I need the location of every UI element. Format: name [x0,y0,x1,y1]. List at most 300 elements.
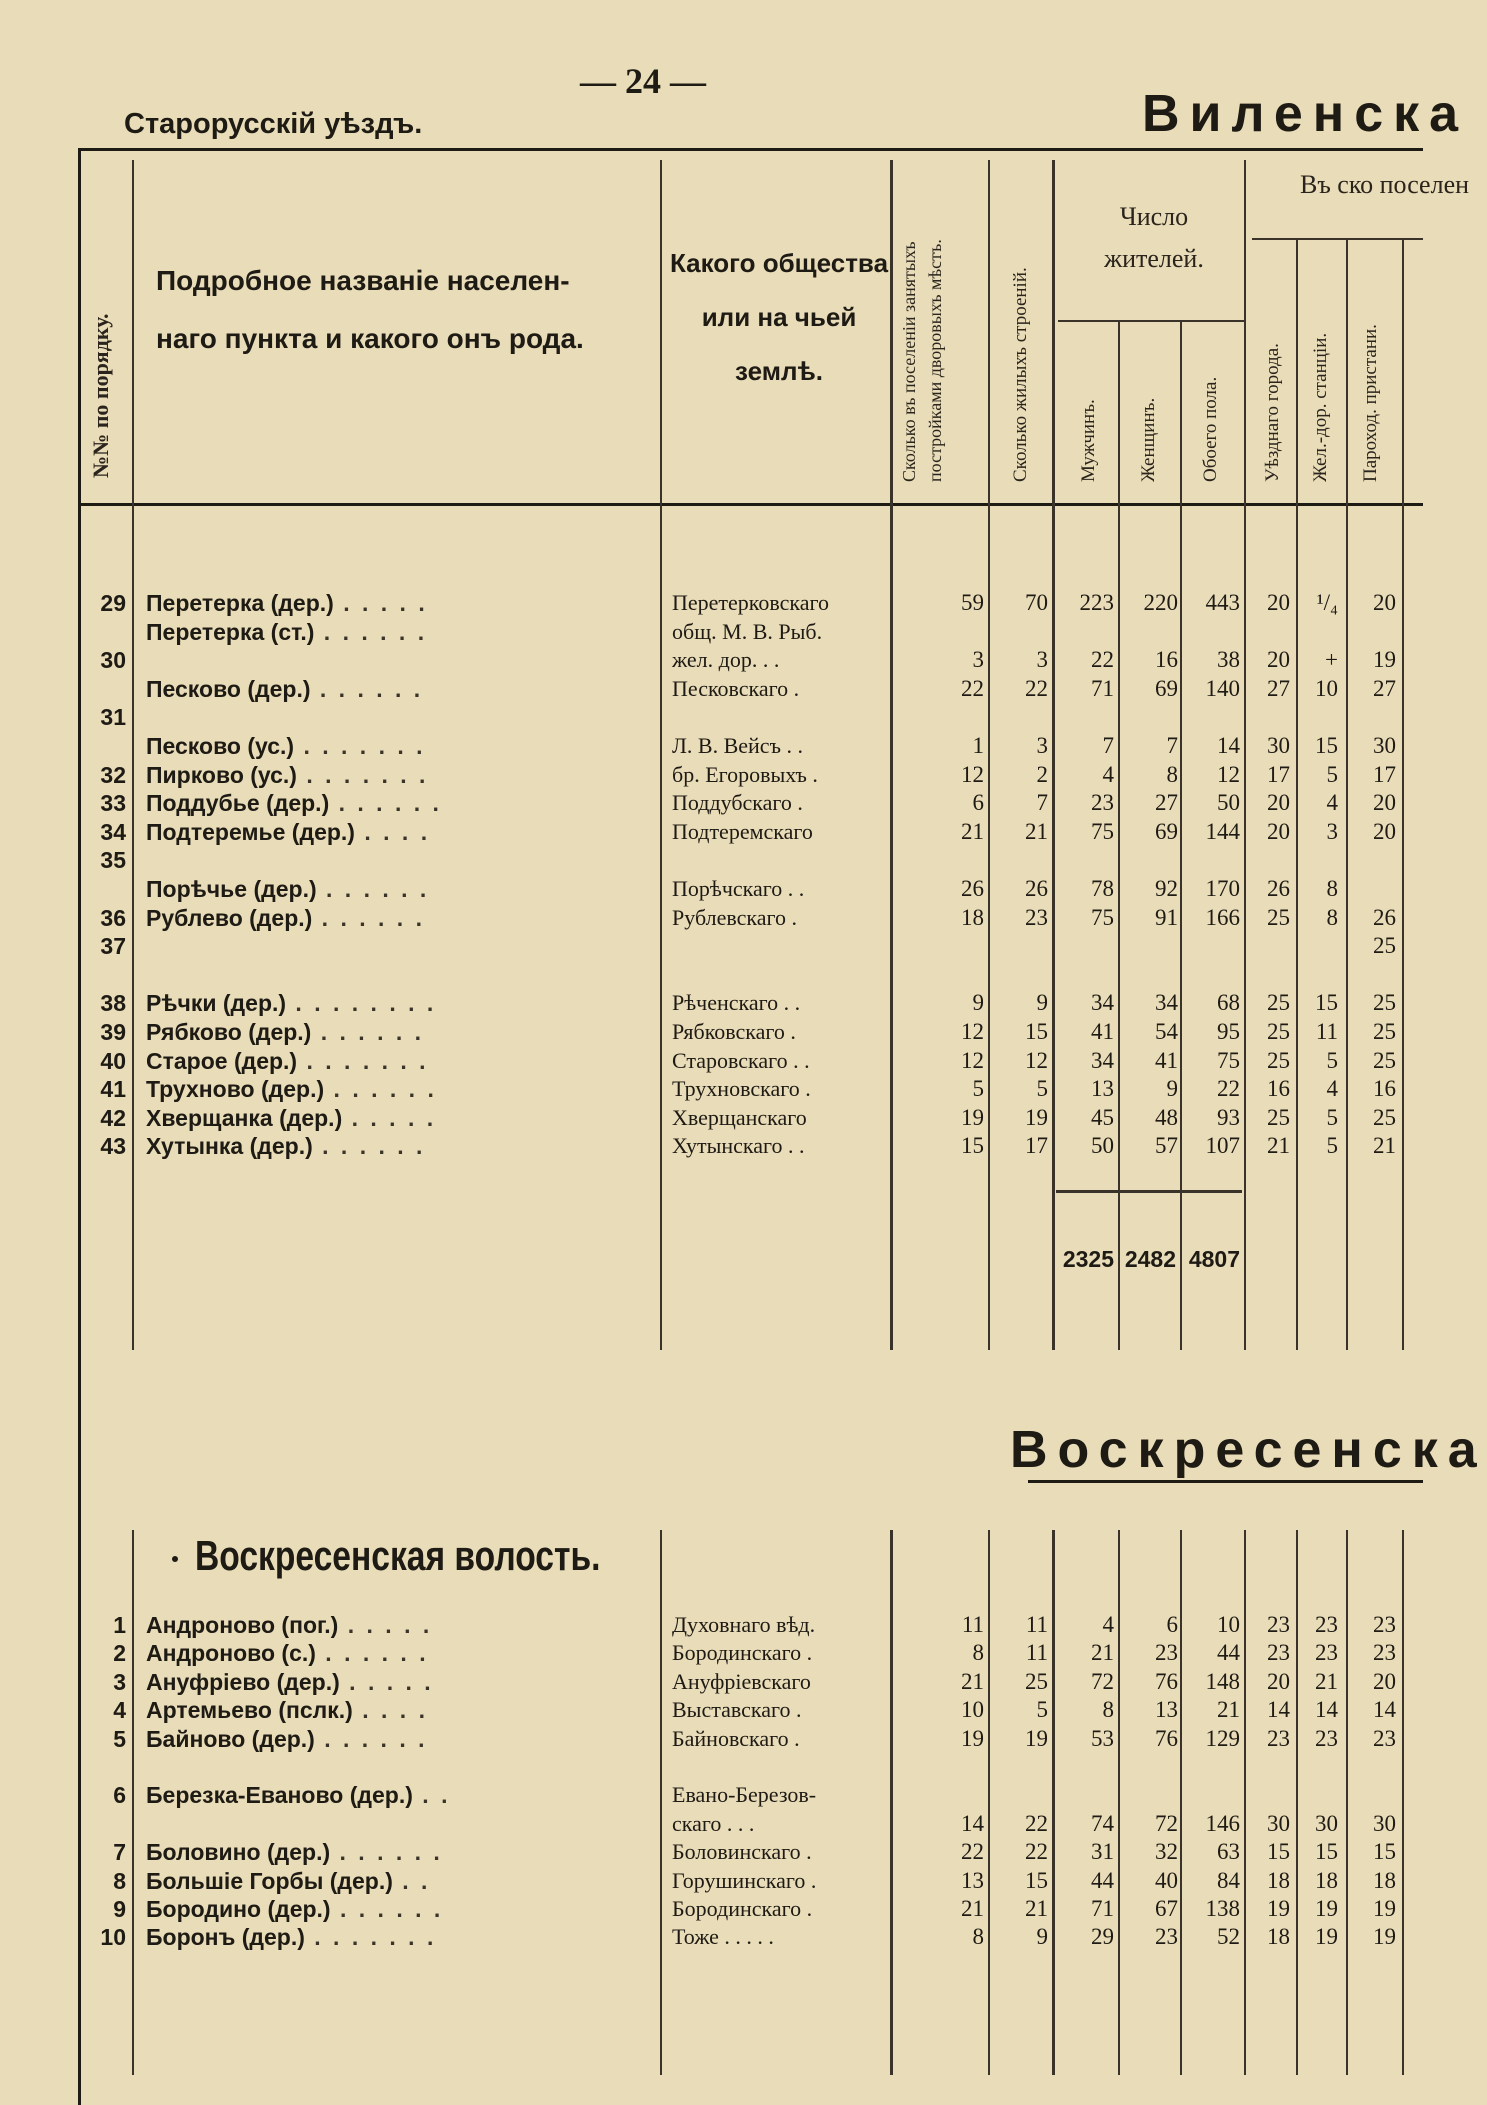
cell-value: 41 [1091,1019,1114,1044]
top-rule [78,148,1423,151]
cell-value: 23 [1315,1612,1338,1637]
cell-value: 23 [1267,1640,1290,1666]
leader-dots: . . . . . . . [304,1924,437,1951]
table-row [0,819,1423,847]
cell-value: 18 [1267,1867,1290,1893]
row-number: 33 [100,790,126,817]
cell-value: 18 [961,904,984,930]
owner-community: скаго . . . [672,1810,755,1836]
cell-value: 34 [1155,990,1178,1016]
owner-community: бр. Егоровыхъ . [672,761,818,787]
cell-value: 2 [1036,761,1048,787]
cell-value: 20 [1267,647,1290,673]
settlement-name [146,905,425,932]
table-row [0,876,1423,904]
cell-value: 76 [1155,1725,1178,1751]
row-number: 5 [113,1725,126,1752]
settlement-name [146,1076,437,1103]
cell-value: 50 [1091,1133,1114,1159]
cell-value: 23 [1155,1924,1178,1950]
table-row [0,1754,1423,1782]
row-number: 38 [100,990,126,1017]
leader-dots: . . . . . [339,1668,434,1695]
section2-title: Воскресенска [1010,1421,1487,1479]
cell-value: 72 [1155,1810,1178,1836]
cell-value: 19 [961,1725,984,1751]
total-both: 4807 [1188,1246,1240,1272]
cell-value: 19 [1025,1725,1048,1751]
leader-dots: . . . . . . [314,1725,428,1752]
cell-value: 25 [1025,1668,1048,1694]
cell-value: 19 [1315,1896,1338,1921]
cell-value: + [1325,647,1338,673]
row-number: 32 [100,761,126,788]
owner-community: Выставскаго . [672,1697,802,1723]
cell-value: 11 [961,1612,984,1637]
cell-value: 220 [1143,590,1178,615]
row-number: 6 [113,1782,126,1809]
row-number: 10 [100,1924,126,1951]
cell-value: 10 [1217,1612,1240,1637]
cell-value: 20 [1373,818,1396,844]
settlement-name [146,590,428,617]
cell-value: 27 [1267,675,1290,701]
cell-value: 70 [1025,590,1048,615]
row-number: 4 [113,1697,126,1724]
table-row [0,790,1423,818]
header-col-name-text: Подробное названіе населен- наго пункта и какого онъ рода. [156,265,584,354]
cell-value: ¹/₄ [1316,590,1338,615]
cell-value: 19 [1373,1924,1396,1950]
cell-value: 166 [1205,904,1240,930]
cell-value: 18 [1315,1867,1338,1893]
header-col-residents-text: Число жителей. [1104,202,1204,273]
leader-dots: . . . . . . [330,1839,443,1866]
leader-dots: . . . . . . [329,790,442,817]
settlement-name [146,676,423,703]
row-number: 7 [113,1839,126,1866]
owner-community: Трухновскаго . [672,1076,811,1102]
header-col-owner-text: Какого общества или на чьей землѣ. [669,248,889,386]
cell-value: 71 [1091,1896,1114,1921]
cell-value: 59 [961,590,984,615]
header-col-residents [1068,196,1240,280]
settlement-name-text: Рублево (дер.) [146,904,313,931]
cell-value: 15 [1025,1867,1048,1893]
owner-community: Поддубскаго . [672,790,803,816]
leader-dots: . . . . . . . [297,1047,429,1074]
settlement-name-text: Рѣчки (дер.) [146,990,287,1017]
cell-value: 12 [961,761,984,787]
cell-value: 20 [1267,590,1290,615]
table-row [0,676,1423,704]
owner-community: Бородинскаго . [672,1640,813,1666]
table-row [0,1839,1423,1867]
cell-value: 8 [972,1924,984,1950]
cell-value: 50 [1217,790,1240,816]
cell-value: 26 [1267,876,1290,901]
cell-value: 5 [1326,1133,1338,1159]
cell-value: 18 [1373,1867,1396,1893]
cell-value: 14 [1217,733,1240,758]
cell-value: 17 [1025,1133,1048,1159]
settlement-name-text: Трухново (дер.) [146,1076,325,1103]
settlement-name [146,1048,429,1075]
cell-value: 21 [961,1668,984,1694]
leader-dots: . . . . [352,1697,428,1724]
row-number: 1 [113,1612,126,1638]
settlement-name-text: Березка-Еваново (дер.) [146,1782,413,1809]
cell-value: 71 [1091,675,1114,701]
settlement-name-text: Перетерка (дер.) [146,590,334,616]
cell-value: 21 [961,1896,984,1921]
cell-value: 3 [972,647,984,673]
table-row [0,1811,1423,1839]
cell-value: 72 [1091,1668,1114,1694]
cell-value: 15 [1267,1839,1290,1865]
cell-value: 75 [1091,904,1114,930]
header-col-pier: Пароход. пристани. [1360,324,1381,482]
leader-dots: . . . . . . [314,618,428,645]
row-number: 35 [100,847,126,874]
table-row [0,1782,1423,1810]
cell-value: 76 [1155,1668,1178,1694]
cell-value: 44 [1217,1640,1240,1666]
table-row [0,1726,1423,1754]
total-men: 2325 [1062,1246,1114,1272]
cell-value: 32 [1155,1839,1178,1865]
cell-value: 29 [1091,1924,1114,1950]
settlement-name-text: Поддубье (дер.) [146,790,330,817]
row-number: 3 [113,1668,126,1695]
cell-value: 7 [1036,790,1048,816]
cell-value: 12 [961,1047,984,1073]
settlement-name [146,1839,443,1866]
header-col-buildings: Сколько жилыхъ строеній. [1010,267,1031,482]
cell-value: 12 [1025,1047,1048,1073]
cell-value: 13 [1155,1697,1178,1723]
cell-value: 170 [1205,876,1240,901]
cell-value: 15 [1373,1839,1396,1865]
section2-rule [1028,1480,1423,1483]
leader-dots: . . . . . . [312,904,425,931]
cell-value: 11 [1025,1612,1048,1637]
leader-dots: . . . . . . [330,1896,444,1922]
settlement-name [146,876,429,903]
cell-value: 22 [1217,1076,1240,1102]
settlement-name [146,1019,424,1046]
cell-value: 3 [1036,647,1048,673]
header-col-distance-text: Въ ско поселен [1300,170,1470,199]
cell-value: 75 [1217,1047,1240,1073]
cell-value: 14 [1315,1697,1338,1723]
cell-value: 44 [1091,1867,1114,1893]
cell-value: 15 [1025,1019,1048,1044]
owner-community: Рѣченскаго . . [672,990,801,1016]
cell-value: 92 [1155,876,1178,901]
cell-value: 21 [1025,1896,1048,1921]
cell-value: 9 [1166,1076,1178,1102]
header-col-name [156,252,626,368]
settlement-name [146,1924,436,1951]
table-row [0,1105,1423,1133]
cell-value: 15 [1315,1839,1338,1865]
cell-value: 16 [1267,1076,1290,1102]
row-number: 34 [100,818,126,845]
cell-value: 4 [1102,1612,1114,1637]
settlement-name-text: Песково (ус.) [146,733,295,759]
owner-community: жел. дор. . . [672,647,780,673]
cell-value: 144 [1205,818,1240,844]
header-col-men: Мужчинъ. [1078,399,1099,482]
table-row [0,1612,1423,1640]
table-row [0,704,1423,732]
leader-dots: . . . . . . [324,1076,437,1103]
header-col-town: Уѣзднаго города. [1262,343,1283,482]
cell-value: 7 [1102,733,1114,758]
table-row [0,762,1423,790]
cell-value: 25 [1267,990,1290,1016]
row-number: 2 [113,1640,126,1667]
cell-value: 10 [1315,675,1338,701]
row-number: 42 [100,1104,126,1131]
cell-value: 14 [961,1810,984,1836]
settlement-name [146,819,430,846]
cell-value: 67 [1155,1896,1178,1921]
owner-community: Тоже . . . . . [672,1924,774,1950]
table-row [0,905,1423,933]
cell-value: 140 [1205,675,1240,701]
cell-value: 23 [1267,1725,1290,1751]
settlement-name [146,762,428,789]
settlement-name [146,1896,443,1923]
cell-value: 27 [1155,790,1178,816]
cell-value: 7 [1166,733,1178,758]
table-row [0,1076,1423,1104]
cell-value: 48 [1155,1104,1178,1130]
cell-value: 1 [972,733,984,758]
owner-community: Хутынскаго . . [672,1133,805,1159]
cell-value: 30 [1267,1810,1290,1836]
owner-community: Духовнаго вѣд. [672,1612,816,1637]
cell-value: 16 [1373,1076,1396,1102]
cell-value: 16 [1155,647,1178,673]
cell-value: 23 [1155,1640,1178,1666]
settlement-name [146,1782,450,1809]
cell-value: 13 [1091,1076,1114,1102]
cell-value: 23 [1315,1725,1338,1751]
settlement-name [146,990,436,1017]
owner-community: Ануфріевскаго [672,1668,811,1694]
cell-value: 5 [1036,1076,1048,1102]
cell-value: 223 [1079,590,1114,615]
cell-value: 30 [1373,733,1396,758]
table-row [0,1640,1423,1668]
cell-value: 21 [1091,1640,1114,1666]
settlement-name [146,1868,430,1895]
table-row [0,619,1423,647]
section2-subheading: Воскресенская волость. [195,1532,601,1579]
cell-value: 25 [1373,990,1396,1016]
cell-value: 5 [1326,1047,1338,1073]
cell-value: 8 [1326,904,1338,930]
cell-value: 22 [1025,1839,1048,1865]
table-row [0,1697,1423,1725]
cell-value: 22 [1025,675,1048,701]
cell-value: 23 [1373,1725,1396,1751]
cell-value: 14 [1267,1697,1290,1723]
header-col-households [896,162,948,482]
settlement-name-text: Ануфріево (дер.) [146,1668,340,1695]
header-col-no: №№ по порядку. [88,313,113,478]
settlement-name-text: Андроново (пог.) [146,1612,339,1638]
cell-value: 23 [1091,790,1114,816]
owner-community: Подтеремскаго [672,818,813,844]
cell-value: 5 [1036,1697,1048,1723]
cell-value: 26 [961,876,984,901]
cell-value: 23 [1373,1640,1396,1666]
cell-value: 3 [1036,733,1048,758]
cell-value: 22 [1025,1810,1048,1836]
settlement-name-text: Бородино (дер.) [146,1896,331,1922]
header-col-women: Женщинъ. [1138,397,1159,482]
cell-value: 25 [1267,904,1290,930]
cell-value: 26 [1025,876,1048,901]
owner-community: Перетерковскаго [672,590,829,615]
cell-value: 12 [1217,761,1240,787]
settlement-name [146,1612,432,1639]
table-row [0,590,1423,618]
region-title: Виленска [1142,85,1469,143]
leader-dots: . . . . . . [315,1640,429,1667]
row-number: 43 [100,1133,126,1160]
settlement-name-text: Хверщанка (дер.) [146,1104,343,1131]
leader-dots: . . . . . [333,590,428,616]
header-col-households-text: Сколько въ поселеніи занятыхъ постройками дворовыхъ мѣстъ. [899,239,945,482]
cell-value: 15 [1315,733,1338,758]
table-row [0,1048,1423,1076]
row-number: 29 [100,590,126,616]
settlement-name-text: Артемьево (пслк.) [146,1697,353,1724]
settlement-name [146,1105,436,1132]
settlement-name-text: Перетерка (ст.) [146,618,315,645]
page-number: — 24 — [580,61,706,101]
cell-value: 54 [1155,1019,1178,1044]
leader-dots: . . . . . . [311,1019,425,1045]
cell-value: 20 [1267,790,1290,816]
cell-value: 68 [1217,990,1240,1016]
settlement-name [146,619,427,646]
settlement-name-text: Пирково (ус.) [146,761,297,788]
settlement-name [146,790,442,817]
leader-dots: . . . . . [338,1612,433,1638]
header-rule [78,503,1423,506]
cell-value: 19 [961,1104,984,1130]
row-number: 36 [100,904,126,931]
owner-community: общ. М. В. Рыб. [672,618,823,644]
owner-community: Порѣчскаго . . [672,876,805,901]
leader-dots: . . . . . . [310,675,424,702]
cell-value: 8 [972,1640,984,1666]
cell-value: 23 [1315,1640,1338,1666]
cell-value: 4 [1102,761,1114,787]
owner-community: Бородинскаго . [672,1896,813,1921]
settlement-name-text: Старое (дер.) [146,1047,298,1074]
cell-value: 20 [1267,1668,1290,1694]
cell-value: 34 [1091,990,1114,1016]
cell-value: 11 [1315,1019,1338,1044]
cell-value: 25 [1267,1019,1290,1044]
distance-divider [1252,238,1423,240]
owner-community: Старовскаго . . [672,1047,810,1073]
row-number: 8 [113,1867,126,1894]
row-number: 39 [100,1019,126,1045]
cell-value: 84 [1217,1867,1240,1893]
cell-value: 5 [972,1076,984,1102]
cell-value: 27 [1373,675,1396,701]
table-row [0,1896,1423,1924]
cell-value: 95 [1217,1019,1240,1044]
cell-value: 22 [1091,647,1114,673]
settlement-name-text: Боронъ (дер.) [146,1924,305,1951]
cell-value: 30 [1373,1810,1396,1836]
cell-value: 6 [1166,1612,1178,1637]
header-col-both: Обоего пола. [1200,376,1221,482]
table-row [0,1868,1423,1896]
cell-value: 129 [1205,1725,1240,1751]
cell-value: 8 [1102,1697,1114,1723]
cell-value: 34 [1091,1047,1114,1073]
cell-value: 14 [1373,1697,1396,1723]
cell-value: 25 [1267,1047,1290,1073]
table-row [0,1669,1423,1697]
cell-value: 5 [1326,761,1338,787]
cell-value: 21 [1267,1133,1290,1159]
cell-value: 52 [1217,1924,1240,1950]
cell-value: 17 [1267,761,1290,787]
cell-value: 11 [1025,1640,1048,1666]
cell-value: 45 [1091,1104,1114,1130]
row-number: 40 [100,1047,126,1074]
cell-value: 69 [1155,818,1178,844]
cell-value: 26 [1373,904,1396,930]
table-row [0,647,1423,675]
cell-value: 23 [1025,904,1048,930]
cell-value: 19 [1373,1896,1396,1921]
cell-value: 23 [1267,1612,1290,1637]
cell-value: 8 [1326,876,1338,901]
header-col-owner [668,236,890,398]
residents-divider [1058,320,1244,322]
leader-dots: . . [412,1782,451,1809]
cell-value: 25 [1373,933,1396,959]
owner-community: Евано-Березов- [672,1782,817,1808]
cell-value: 78 [1091,876,1114,901]
cell-value: 31 [1091,1839,1114,1865]
owner-community: Рябковскаго . [672,1019,796,1044]
settlement-name-text: Хутынка (дер.) [146,1133,313,1160]
cell-value: 91 [1155,904,1178,930]
owner-community: Горушинскаго . [672,1867,817,1893]
table-row [0,933,1423,961]
cell-value: 75 [1091,818,1114,844]
cell-value: 6 [972,790,984,816]
leader-dots: . . . . . . . . [286,990,437,1017]
cell-value: 20 [1373,590,1396,615]
cell-value: 30 [1267,733,1290,758]
cell-value: 38 [1217,647,1240,673]
cell-value: 25 [1373,1104,1396,1130]
